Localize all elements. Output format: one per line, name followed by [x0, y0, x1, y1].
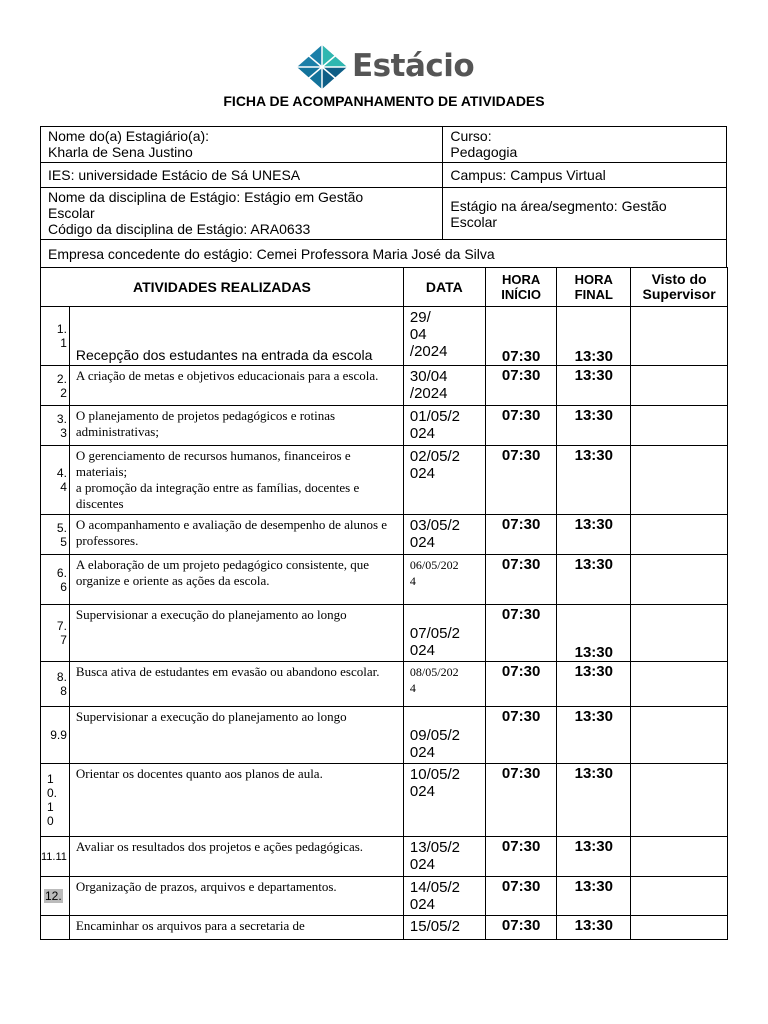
supervisor-signature: [631, 707, 728, 764]
end-time: 13:30: [557, 837, 631, 877]
start-time: 07:30: [485, 555, 557, 605]
row-number: 4. 4: [41, 446, 70, 515]
end-time: 13:30: [557, 764, 631, 837]
table-row: [41, 446, 728, 515]
supervisor-signature: [631, 837, 728, 877]
row-number: 11.11: [41, 837, 70, 877]
start-time: 07:30: [485, 707, 557, 764]
activity-description: Recepção dos estudantes na entrada da escola: [69, 307, 403, 366]
row-number: 1 0. 1 0: [41, 764, 70, 837]
activity-description: O gerenciamento de recursos humanos, financeiros e materiais; a promoção da integração entre as famílias, docentes e discentes: [69, 446, 403, 515]
ies-cell: IES: universidade Estácio de Sá UNESA: [41, 163, 443, 188]
supervisor-signature: [631, 366, 728, 406]
internship-area-cell: [443, 188, 727, 240]
supervisor-signature: [631, 555, 728, 605]
end-time: 13:30: [557, 307, 631, 366]
activity-date: 15/05/2: [403, 916, 485, 940]
col-hora-inicio-line2: INÍCIO: [501, 287, 541, 302]
activity-description: A elaboração de um projeto pedagógico consistente, que organize e oriente as ações da escola.: [69, 555, 403, 605]
supervisor-signature: [631, 446, 728, 515]
start-time: 07:30: [485, 366, 557, 406]
row-number: 7. 7: [41, 605, 70, 662]
logo-brand-text: Estácio: [352, 48, 475, 84]
start-time: 07:30: [485, 877, 557, 916]
col-visto-line2: Supervisor: [642, 286, 716, 302]
table-row: [41, 662, 728, 707]
activity-description: O planejamento de projetos pedagógicos e rotinas administrativas;: [69, 406, 403, 446]
row-number: [41, 877, 70, 916]
end-time: 13:30: [557, 707, 631, 764]
end-time: 13:30: [557, 406, 631, 446]
course-label: Curso:: [450, 128, 492, 144]
table-row: [41, 764, 728, 837]
table-row: [41, 877, 728, 916]
campus-cell: Campus: Campus Virtual: [443, 163, 727, 188]
start-time: 07:30: [485, 406, 557, 446]
student-info-table: [40, 126, 727, 268]
discipline-name-line2: Escolar: [48, 205, 95, 221]
activity-date: 10/05/2 024: [403, 764, 485, 837]
col-visto-line1: Visto do: [651, 271, 707, 287]
table-row: [41, 707, 728, 764]
row-number: 5. 5: [41, 515, 70, 555]
estacio-diamond-icon: [296, 44, 348, 90]
activity-description: Orientar os docentes quanto aos planos de aula.: [69, 764, 403, 837]
table-row: [41, 555, 728, 605]
activity-date: 03/05/2 024: [403, 515, 485, 555]
start-time: 07:30: [485, 446, 557, 515]
supervisor-signature: [631, 877, 728, 916]
col-hora-final-header: [557, 268, 631, 307]
table-row: [41, 515, 728, 555]
start-time: 07:30: [485, 662, 557, 707]
activity-date: 14/05/2 024: [403, 877, 485, 916]
table-row: [41, 605, 728, 662]
internship-area-line1: Estágio na área/segmento: Gestão: [450, 197, 667, 214]
start-time: 07:30: [485, 515, 557, 555]
activity-date: 06/05/202 4: [403, 555, 485, 605]
table-row: [41, 837, 728, 877]
student-name-value: Kharla de Sena Justino: [48, 144, 193, 160]
end-time: 13:30: [557, 515, 631, 555]
supervisor-signature: [631, 916, 728, 940]
end-time: 13:30: [557, 877, 631, 916]
table-row: [41, 307, 728, 366]
end-time: 13:30: [557, 662, 631, 707]
row-number: 9.9: [41, 707, 70, 764]
table-row: [41, 366, 728, 406]
activities-header-row: [41, 268, 728, 307]
start-time: 07:30: [485, 837, 557, 877]
activity-date: 07/05/2 024: [403, 605, 485, 662]
activity-description: A criação de metas e objetivos educacionais para a escola.: [69, 366, 403, 406]
discipline-code: Código da disciplina de Estágio: ARA0633: [48, 221, 311, 237]
activity-description: Busca ativa de estudantes em evasão ou abandono escolar.: [69, 662, 403, 707]
activity-date: 29/ 04 /2024: [403, 307, 485, 366]
end-time: 13:30: [557, 446, 631, 515]
supervisor-signature: [631, 764, 728, 837]
supervisor-signature: [631, 307, 728, 366]
col-hora-inicio-header: [485, 268, 557, 307]
col-data-header: DATA: [403, 268, 485, 307]
course-value: Pedagogia: [450, 144, 518, 160]
supervisor-signature: [631, 605, 728, 662]
activities-table: [40, 267, 728, 940]
start-time: 07:30: [485, 916, 557, 940]
host-company-cell: Empresa concedente do estágio: Cemei Professora Maria José da Silva: [41, 240, 727, 268]
activity-description: Encaminhar os arquivos para a secretaria de: [69, 916, 403, 940]
start-time: 07:30: [485, 307, 557, 366]
supervisor-signature: [631, 515, 728, 555]
activity-date: 30/04 /2024: [403, 366, 485, 406]
student-name-label: Nome do(a) Estagiário(a):: [48, 128, 210, 144]
row-number: 3. 3: [41, 406, 70, 446]
row-number-highlight: 12.: [45, 889, 62, 903]
start-time: 07:30: [485, 764, 557, 837]
course-cell: [443, 127, 727, 163]
col-hora-final-line2: FINAL: [574, 287, 613, 302]
row-number: 6. 6: [41, 555, 70, 605]
activity-date: 02/05/2 024: [403, 446, 485, 515]
row-number: 2. 2: [41, 366, 70, 406]
activity-date: 09/05/2 024: [403, 707, 485, 764]
activity-description: Supervisionar a execução do planejamento ao longo: [69, 707, 403, 764]
row-number: 1. 1: [41, 307, 70, 366]
col-hora-final-line1: HORA: [574, 272, 613, 287]
discipline-cell: [41, 188, 443, 240]
discipline-name-line1: Nome da disciplina de Estágio: Estágio em Gestão: [48, 189, 364, 205]
activity-description: O acompanhamento e avaliação de desempenho de alunos e professores.: [69, 515, 403, 555]
internship-area-line2: Escolar: [450, 213, 498, 230]
end-time: 13:30: [557, 366, 631, 406]
row-number: [41, 916, 70, 940]
activity-date: 01/05/2 024: [403, 406, 485, 446]
activity-date: 08/05/202 4: [403, 662, 485, 707]
end-time: 13:30: [557, 605, 631, 662]
supervisor-signature: [631, 406, 728, 446]
supervisor-signature: [631, 662, 728, 707]
col-hora-inicio-line1: HORA: [501, 272, 541, 287]
activity-description: Supervisionar a execução do planejamento ao longo: [69, 605, 403, 662]
row-number: 8. 8: [41, 662, 70, 707]
col-atividades-header: ATIVIDADES REALIZADAS: [41, 268, 404, 307]
end-time: 13:30: [557, 555, 631, 605]
col-visto-header: [631, 268, 728, 307]
end-time: 13:30: [557, 916, 631, 940]
table-row: [41, 406, 728, 446]
estacio-logo: [296, 44, 476, 90]
document-title: FICHA DE ACOMPANHAMENTO DE ATIVIDADES: [223, 93, 545, 109]
student-name-cell: [41, 127, 443, 163]
activity-description: Avaliar os resultados dos projetos e ações pedagógicas.: [69, 837, 403, 877]
table-row: [41, 916, 728, 940]
activity-date: 13/05/2 024: [403, 837, 485, 877]
activity-description: Organização de prazos, arquivos e departamentos.: [69, 877, 403, 916]
start-time: 07:30: [485, 605, 557, 662]
